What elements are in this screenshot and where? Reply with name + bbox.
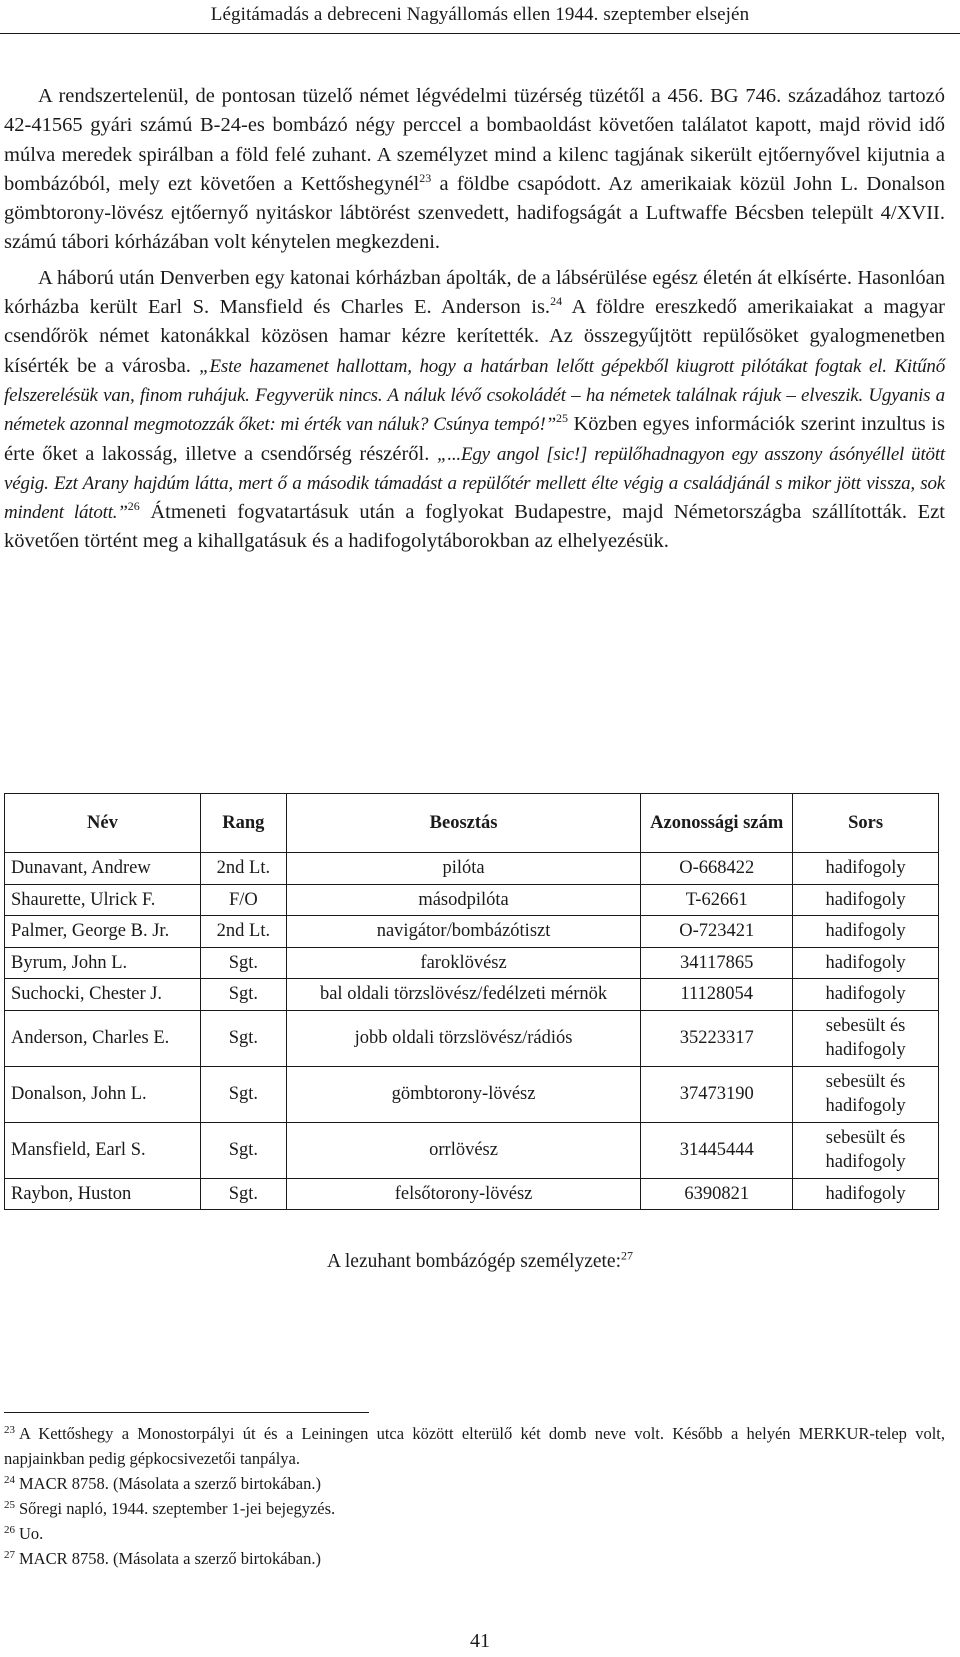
cell-id: O-723421 — [641, 916, 793, 948]
cell-fate: hadifogoly — [793, 947, 939, 979]
footnote-27 — [4, 1546, 945, 1571]
cell-role: gömbtorony-lövész — [286, 1066, 640, 1122]
footnote-23 — [4, 1421, 945, 1471]
cell-rank: Sgt. — [200, 979, 286, 1011]
table-row — [5, 1178, 939, 1210]
table-body — [5, 853, 939, 1210]
footnote-text: MACR 8758. (Másolata a szerző birtokában.) — [19, 1549, 321, 1568]
footnote-number: 24 — [4, 1473, 15, 1486]
cell-rank: F/O — [200, 884, 286, 916]
cell-role: faroklövész — [286, 947, 640, 979]
cell-role: jobb oldali törzslövész/rádiós — [286, 1010, 640, 1066]
paragraph-2-text-a: A háború után Denverben egy katonai kórházban ápolták, de a lábsérülése egész életén át elkísérte. Hasonlóan kórházba került Earl S. Mansfield és Charles E. Anderson is. — [4, 266, 945, 319]
footnote-text: Sőregi napló, 1944. szeptember 1-jei bejegyzés. — [19, 1499, 336, 1518]
column-header-role: Beosztás — [286, 794, 640, 853]
cell-name: Palmer, George B. Jr. — [5, 916, 201, 948]
footnote-ref-23[interactable]: 23 — [419, 171, 432, 186]
table-row — [5, 884, 939, 916]
cell-role: pilóta — [286, 853, 640, 885]
footnote-ref-26[interactable]: 26 — [127, 499, 140, 514]
cell-rank: Sgt. — [200, 1122, 286, 1178]
table-row — [5, 1122, 939, 1178]
cell-id: O-668422 — [641, 853, 793, 885]
cell-fate: hadifogoly — [793, 853, 939, 885]
table-caption-text: A lezuhant bombázógép személyzete: — [326, 1251, 621, 1272]
cell-id: 11128054 — [641, 979, 793, 1011]
cell-fate: hadifogoly — [793, 1178, 939, 1210]
footnote-number: 25 — [4, 1498, 15, 1511]
cell-rank: Sgt. — [200, 1010, 286, 1066]
footnote-number: 26 — [4, 1523, 15, 1536]
footnote-text: A Kettőshegy a Monostorpályi út és a Leiningen utca között elterülő két domb neve volt. Később a helyén MERKUR-telep volt, napjainkban pedig gépkocsivezetői tanpálya. — [4, 1424, 945, 1468]
crew-table — [4, 793, 939, 1210]
cell-fate: sebesült és hadifogoly — [793, 1010, 939, 1066]
table-row — [5, 979, 939, 1011]
footnote-number: 23 — [4, 1423, 15, 1436]
cell-id: T-62661 — [641, 884, 793, 916]
diary-quote-1: „Este hazamenet hallottam, hogy a határban lelőtt gépekből kiugrott pilótákat fogtak el. Kitűnő felszerelésük van, finom ruhájuk. Fegyverük nincs. A náluk lévő csokoládét – ha németek találnak rájuk – elveszik. Ugyanis a németek azonnal megmotozzák őket: mi érték van náluk? Csúnya tempó!” — [4, 355, 945, 436]
footnote-24 — [4, 1471, 945, 1496]
table-row — [5, 853, 939, 885]
cell-fate: hadifogoly — [793, 884, 939, 916]
cell-rank: Sgt. — [200, 1066, 286, 1122]
footnote-ref-27[interactable]: 27 — [621, 1248, 633, 1263]
cell-fate: sebesült és hadifogoly — [793, 1122, 939, 1178]
column-header-fate: Sors — [793, 794, 939, 853]
column-header-name: Név — [5, 794, 201, 853]
cell-fate: hadifogoly — [793, 916, 939, 948]
table-row — [5, 916, 939, 948]
cell-name: Mansfield, Earl S. — [5, 1122, 201, 1178]
footnote-number: 27 — [4, 1548, 15, 1561]
cell-id: 34117865 — [641, 947, 793, 979]
paragraph-2-text-b: A földre ereszkedő amerikaiakat a magyar csendőrök német katonákkal közösen hamar kézre kerítették. Az összegyűjtött repülősöket gyalogmenetben kísérték be a városba. — [4, 296, 945, 377]
table-row — [5, 1010, 939, 1066]
table-header-row — [5, 794, 939, 853]
cell-rank: Sgt. — [200, 1178, 286, 1210]
footnote-26 — [4, 1521, 945, 1546]
cell-role: orrlövész — [286, 1122, 640, 1178]
paragraph-2-text-c: Közben egyes információk szerint inzultus is érte őket a lakosság, illetve a csendőrség részéről. — [4, 413, 945, 465]
cell-name: Byrum, John L. — [5, 947, 201, 979]
footnote-ref-25[interactable]: 25 — [555, 411, 568, 426]
cell-role: bal oldali törzslövész/fedélzeti mérnök — [286, 979, 640, 1011]
diary-quote-2: „...Egy angol [sic!] repülőhadnagyon egy asszony ásónyéllel ütött végig. Ezt Arany hajdúm látta, mert ő a második támadást a repülőtér mellett élte végig a családjánál s mikor jött vissza, sok mindent látott.” — [4, 443, 945, 524]
cell-id: 35223317 — [641, 1010, 793, 1066]
cell-id: 37473190 — [641, 1066, 793, 1122]
paragraph-2-text-d: Átmeneti fogvatartásuk után a foglyokat Budapestre, majd Németországba szállították. Ezt követően történt meg a kihallgatásuk és a hadifogolytáborokban az elhelyezésük. — [4, 501, 945, 553]
table-caption — [0, 1248, 960, 1273]
footnote-text: Uo. — [19, 1524, 44, 1543]
cell-name: Anderson, Charles E. — [5, 1010, 201, 1066]
header-rule — [0, 33, 960, 34]
cell-role: felsőtorony-lövész — [286, 1178, 640, 1210]
paragraph-1-text-a: A rendszertelenül, de pontosan tüzelő német légvédelmi tüzérség tüzétől a 456. BG 746. századához tartozó 42-41565 gyári számú B-24-es bombázó négy perccel a bombaoldást követően találatot kapott, majd rövid idő múlva meredek spirálban a föld felé zuhant. A személyzet mind a kilenc tagjának sikerült ejtőernyővel kijutnia a bombázóból, mely ezt követően a Kettőshegynél — [4, 85, 945, 195]
cell-name: Raybon, Huston — [5, 1178, 201, 1210]
cell-role: másodpilóta — [286, 884, 640, 916]
cell-fate: sebesült és hadifogoly — [793, 1066, 939, 1122]
cell-name: Shaurette, Ulrick F. — [5, 884, 201, 916]
cell-name: Suchocki, Chester J. — [5, 979, 201, 1011]
column-header-rank: Rang — [200, 794, 286, 853]
footnotes — [4, 1421, 945, 1571]
paragraph-1 — [4, 82, 945, 258]
paragraph-1-text-b: a földbe csapódott. Az amerikaiak közül John L. Donalson gömbtorony-lövész ejtőernyő nyitáskor lábtörést szenvedett, hadifogságát a Luftwaffe Bécsben települt 4/XVII. számú tábori kórházában volt kénytelen megkezdeni. — [4, 172, 945, 254]
footnote-ref-24[interactable]: 24 — [550, 294, 563, 309]
body-text — [4, 82, 945, 557]
table-row — [5, 1066, 939, 1122]
cell-rank: Sgt. — [200, 947, 286, 979]
running-header: Légitámadás a debreceni Nagyállomás ellen 1944. szeptember elsején — [210, 4, 750, 25]
cell-role: navigátor/bombázótiszt — [286, 916, 640, 948]
cell-fate: hadifogoly — [793, 979, 939, 1011]
footnote-rule — [4, 1412, 369, 1413]
cell-id: 31445444 — [641, 1122, 793, 1178]
footnote-text: MACR 8758. (Másolata a szerző birtokában.) — [19, 1474, 321, 1493]
paragraph-2 — [4, 264, 945, 557]
cell-rank: 2nd Lt. — [200, 853, 286, 885]
cell-rank: 2nd Lt. — [200, 916, 286, 948]
column-header-id: Azonossági szám — [641, 794, 793, 853]
page-number: 41 — [470, 1630, 490, 1652]
footnote-25 — [4, 1496, 945, 1521]
cell-id: 6390821 — [641, 1178, 793, 1210]
table-row — [5, 947, 939, 979]
cell-name: Donalson, John L. — [5, 1066, 201, 1122]
cell-name: Dunavant, Andrew — [5, 853, 201, 885]
